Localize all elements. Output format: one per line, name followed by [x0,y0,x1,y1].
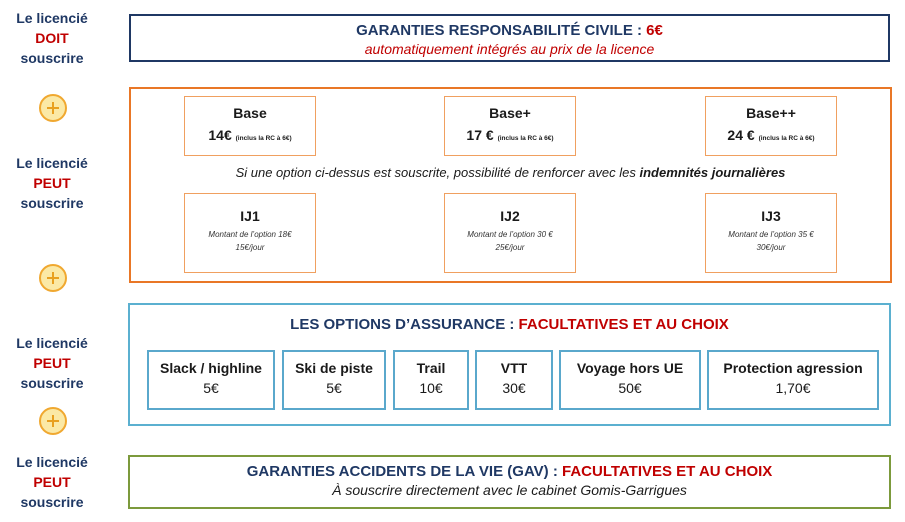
option-price: 1,70€ [775,380,811,396]
option-price: 30€ [502,380,526,396]
gav-title-text: GARANTIES ACCIDENTS DE LA VIE (GAV) : [246,463,562,480]
option-name: Voyage hors UE [576,360,684,376]
option-name: Ski de piste [295,360,373,376]
ij-card-name: IJ2 [500,208,520,224]
options-title-text: LES OPTIONS D’ASSURANCE : [290,316,519,333]
base-options-box [129,87,892,283]
plus-icon [39,94,67,122]
option-ski [282,350,386,410]
option-protection [707,350,879,410]
side-label-prefix: Le licencié [16,454,88,470]
options-title [130,316,889,333]
option-name: Slack / highline [160,360,262,376]
option-vtt [475,350,553,410]
side-label-prefix: Le licencié [16,155,88,171]
options-title-highlight: FACULTATIVES ET AU CHOIX [518,316,729,333]
gav-subtitle: À souscrire directement avec le cabinet Gomis-Garrigues [332,482,687,498]
side-label-keyword: PEUT [33,474,71,490]
base-card-note: (inclus la RC à 6€) [235,135,292,142]
option-name: Protection agression [723,360,863,376]
option-price: 5€ [203,380,219,396]
plus-icon [39,264,67,292]
base-plus-card [444,96,576,156]
base-card-price-row [445,127,575,143]
side-label-suffix: souscrire [20,375,84,391]
ij3-card [705,193,837,273]
rc-title-text: GARANTIES RESPONSABILITÉ CIVILE : [356,22,647,39]
base-card-price: 24 € [727,127,755,143]
side-label-keyword: PEUT [33,355,71,371]
option-name: VTT [500,360,528,376]
plus-icon [39,407,67,435]
ij-intro-main: Si une option ci-dessus est souscrite, possibilité de renforcer avec les [235,165,640,180]
option-trail [393,350,469,410]
base-card-price: 17 € [466,127,494,143]
base-card-note: (inclus la RC à 6€) [497,135,554,142]
ij-card-name: IJ1 [240,208,260,224]
gav-title [130,463,889,480]
side-label-may-base [0,153,104,213]
ij-card-daily: 25€/jour [495,243,525,252]
ij-card-name: IJ3 [761,208,781,224]
gav-title-highlight: FACULTATIVES ET AU CHOIX [562,463,773,480]
ij-card-amount: Montant de l’option 35 € [728,230,814,239]
side-label-suffix: souscrire [20,195,84,211]
side-label-suffix: souscrire [20,494,84,510]
ij1-card [184,193,316,273]
option-voyage [559,350,701,410]
rc-price: 6€ [646,22,663,39]
base-card-name: Base++ [746,105,796,121]
base-card-note: (inclus la RC à 6€) [758,135,815,142]
ij-card-amount: Montant de l’option 30 € [467,230,553,239]
ij-card-daily: 30€/jour [756,243,786,252]
side-label-keyword: PEUT [33,175,71,191]
options-box [128,303,891,426]
option-name: Trail [416,360,446,376]
base-plus-plus-card [705,96,837,156]
base-card-name: Base [233,105,267,121]
side-label-prefix: Le licencié [16,335,88,351]
ij2-card [444,193,576,273]
gav-box [128,455,891,509]
option-price: 5€ [326,380,342,396]
side-label-suffix: souscrire [20,50,84,66]
rc-subtitle: automatiquement intégrés au prix de la licence [364,41,655,57]
rc-title [131,22,888,39]
base-card [184,96,316,156]
side-label-prefix: Le licencié [16,10,88,26]
side-label-may-options [0,333,104,393]
side-label-keyword: DOIT [35,30,69,46]
base-card-name: Base+ [489,105,531,121]
ij-intro-text [131,165,890,180]
base-card-price-row [706,127,836,143]
base-card-price: 14€ [208,127,232,143]
base-card-price-row [185,127,315,143]
ij-card-daily: 15€/jour [235,243,265,252]
rc-box [129,14,890,62]
option-price: 50€ [618,380,642,396]
option-slack-highline [147,350,275,410]
option-price: 10€ [419,380,443,396]
side-label-may-gav [0,452,104,512]
side-label-must [0,8,104,68]
ij-intro-strong: indemnités journalières [639,165,786,180]
ij-card-amount: Montant de l’option 18€ [208,230,292,239]
